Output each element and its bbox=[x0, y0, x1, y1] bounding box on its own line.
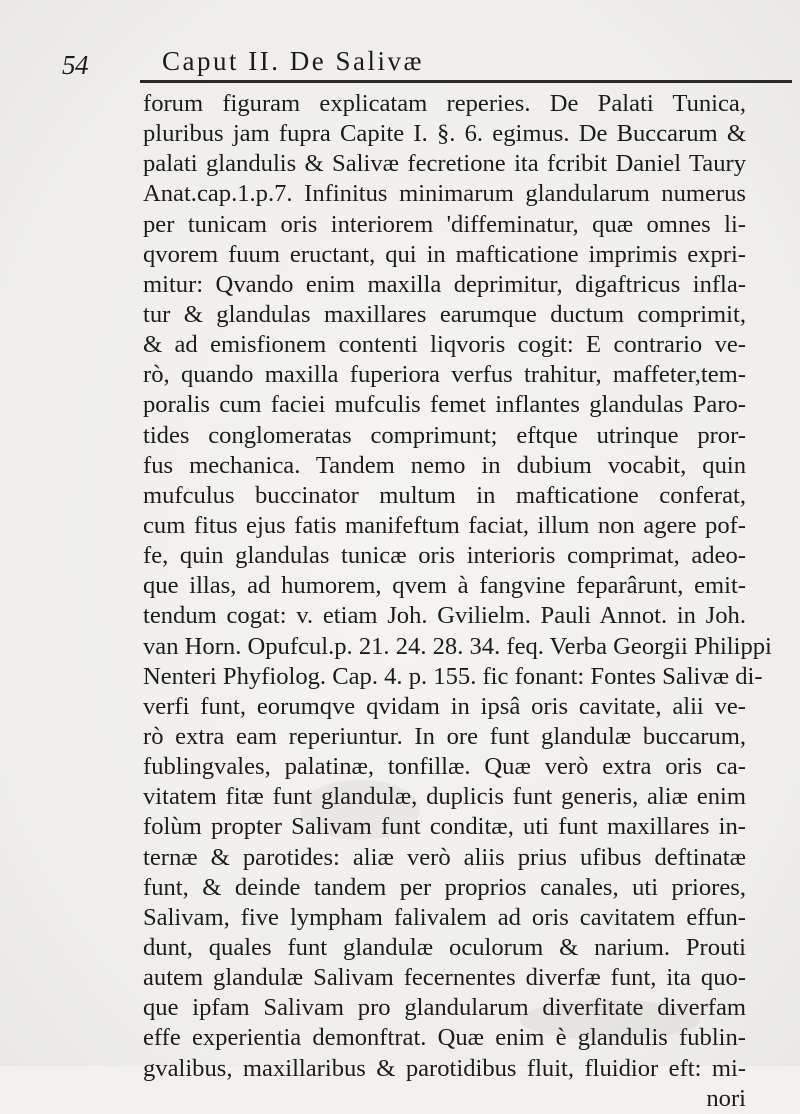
text-line: fe, quin glandulas tunicæ oris interioris comprimat, adeo- bbox=[143, 542, 746, 570]
text-line: dunt, quales funt glandulæ oculorum & narium. Prouti bbox=[143, 933, 746, 961]
text-line: forum figuram explicatam reperies. De Palati Tunica, bbox=[143, 90, 746, 117]
text-line: autem glandulæ Salivam fecernentes diverfæ funt, ita quo- bbox=[143, 964, 746, 992]
page-header bbox=[62, 44, 742, 88]
text-line: vitatem fitæ funt glandulæ, duplicis funt generis, aliæ enim bbox=[143, 783, 746, 811]
text-line: effe experientia demonftrat. Quæ enim è glandulis fublin- bbox=[143, 1024, 746, 1052]
text-line: qvorem fuum eructant, qui in mafticatione imprimis expri- bbox=[143, 240, 746, 268]
text-line: poralis cum faciei mufculis femet inflantes glandulas Paro- bbox=[143, 391, 746, 419]
page-number: 54 bbox=[62, 50, 88, 80]
text-line: mitur: Qvando enim maxilla deprimitur, digaftricus infla- bbox=[143, 270, 746, 298]
text-line: ternæ & parotides: aliæ verò aliis prius ufibus deftinatæ bbox=[143, 843, 746, 871]
running-head: Caput II. De Salivæ bbox=[162, 46, 424, 76]
text-line: tides conglomeratas comprimunt; eftque utrinque pror- bbox=[143, 421, 746, 449]
text-line: que illas, ad humorem, qvem à fangvine feparârunt, emit- bbox=[143, 572, 746, 600]
text-line: rò extra eam reperiuntur. In ore funt glandulæ buccarum, bbox=[143, 722, 746, 750]
text-line: gvalibus, maxillaribus & parotidibus fluit, fluidior eft: mi- bbox=[143, 1054, 746, 1082]
body-text bbox=[143, 89, 772, 1114]
header-rule bbox=[140, 80, 792, 83]
text-line: Nenteri Phyfiolog. Cap. 4. p. 155. fic fonant: Fontes Salivæ di- bbox=[143, 662, 763, 690]
text-line: & ad emisfionem contenti liqvoris cogit: E contrario ve- bbox=[143, 331, 746, 359]
text-line: Anat.cap.1.p.7. Infinitus minimarum glandularum numerus bbox=[143, 180, 746, 208]
text-line: mufculus buccinator multum in mafticatione conferat, bbox=[143, 481, 746, 509]
text-line: tur & glandulas maxillares earumque ductum comprimit, bbox=[143, 300, 746, 328]
text-line: per tunicam oris interiorem 'diffeminatur, quæ omnes li- bbox=[143, 210, 746, 238]
text-line: palati glandulis & Salivæ fecretione ita fcribit Daniel Taury bbox=[143, 150, 746, 178]
text-line: Salivam, five lympham falivalem ad oris cavitatem effun- bbox=[143, 903, 746, 931]
text-line: van Horn. Opufcul.p. 21. 24. 28. 34. feq. Verba Georgii Philippi bbox=[143, 632, 772, 660]
text-line: verfi funt, eorumqve qvidam in ipsâ oris cavitate, alii ve- bbox=[143, 692, 746, 720]
text-line: tendum cogat: v. etiam Joh. Gvilielm. Pauli Annot. in Joh. bbox=[143, 602, 746, 630]
text-line: nori bbox=[706, 1084, 746, 1112]
text-line: fublingvales, palatinæ, tonfillæ. Quæ verò extra oris ca- bbox=[143, 753, 746, 781]
text-line: cum fitus ejus fatis manifeftum faciat, illum non agere pof- bbox=[143, 511, 746, 539]
text-line: que ipfam Salivam pro glandularum diverfitate diverfam bbox=[143, 994, 746, 1022]
text-line: folùm propter Salivam funt conditæ, uti funt maxillares in- bbox=[143, 813, 746, 841]
text-line: pluribus jam fupra Capite I. §. 6. egimus. De Buccarum & bbox=[143, 120, 746, 148]
text-line: funt, & deinde tandem per proprios canales, uti priores, bbox=[143, 873, 746, 901]
text-line: fus mechanica. Tandem nemo in dubium vocabit, quin bbox=[143, 451, 746, 479]
text-line: rò, quando maxilla fuperiora verfus trahitur, maffeter,tem- bbox=[143, 361, 746, 389]
